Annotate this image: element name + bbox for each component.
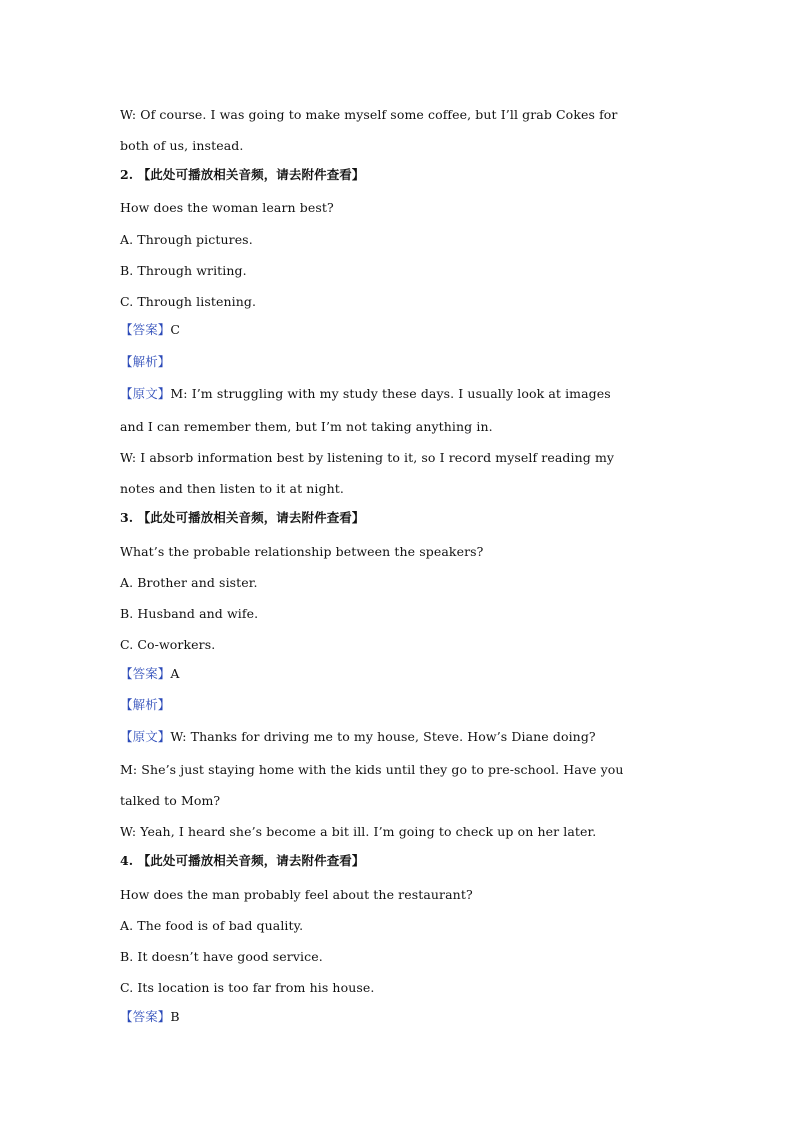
transcript-line: notes and then listen to it at night. <box>120 481 344 496</box>
option-a: A. The food is of bad quality. <box>120 918 304 933</box>
transcript-line: 【原文】M: I’m struggling with my study these days. I usually look at images <box>120 386 611 401</box>
option-b: B. It doesn’t have good service. <box>120 949 323 964</box>
transcript-line: M: She’s just staying home with the kids until they go to pre-school. Have you <box>120 762 624 777</box>
answer-label <box>120 1009 180 1025</box>
question-text: How does the woman learn best? <box>120 200 334 215</box>
analysis-label: 【解析】 <box>120 697 171 712</box>
question-text: How does the man probably feel about the restaurant? <box>120 887 473 902</box>
answer-tag: 【答案】 <box>120 1009 171 1024</box>
answer-tag: 【答案】 <box>120 666 171 681</box>
dialogue-line: both of us, instead. <box>120 138 244 153</box>
option-b: B. Husband and wife. <box>120 606 259 621</box>
option-c: C. Through listening. <box>120 294 257 309</box>
question-header-3: 3. 【此处可播放相关音频，请去附件查看】 <box>120 510 365 525</box>
transcript-line: and I can remember them, but I’m not taking anything in. <box>120 419 493 434</box>
transcript-line: talked to Mom? <box>120 793 221 808</box>
question-header-4: 4. 【此处可播放相关音频，请去附件查看】 <box>120 853 365 868</box>
transcript-line: 【原文】W: Thanks for driving me to my house, Steve. How’s Diane doing? <box>120 729 596 744</box>
answer-label <box>120 666 180 682</box>
transcript-line: W: I absorb information best by listening to it, so I record myself reading my <box>120 450 615 465</box>
question-header-2: 2. 【此处可播放相关音频，请去附件查看】 <box>120 167 365 182</box>
dialogue-line: W: Of course. I was going to make myself some coffee, but I’ll grab Cokes for <box>120 107 618 122</box>
option-a: A. Brother and sister. <box>120 575 258 590</box>
transcript-line: W: Yeah, I heard she’s become a bit ill. I’m going to check up on her later. <box>120 824 597 839</box>
analysis-label: 【解析】 <box>120 354 171 369</box>
answer-value: B <box>170 1009 180 1024</box>
option-b: B. Through writing. <box>120 263 247 278</box>
transcript-label: 【原文】 <box>120 729 171 744</box>
question-text: What’s the probable relationship between the speakers? <box>120 544 484 559</box>
option-c: C. Co-workers. <box>120 637 216 652</box>
option-c: C. Its location is too far from his house. <box>120 980 375 995</box>
transcript-label: 【原文】 <box>120 386 171 401</box>
answer-tag: 【答案】 <box>120 322 171 337</box>
answer-value: C <box>170 322 181 337</box>
answer-label <box>120 322 180 338</box>
answer-value: A <box>170 666 180 681</box>
option-a: A. Through pictures. <box>120 232 253 247</box>
